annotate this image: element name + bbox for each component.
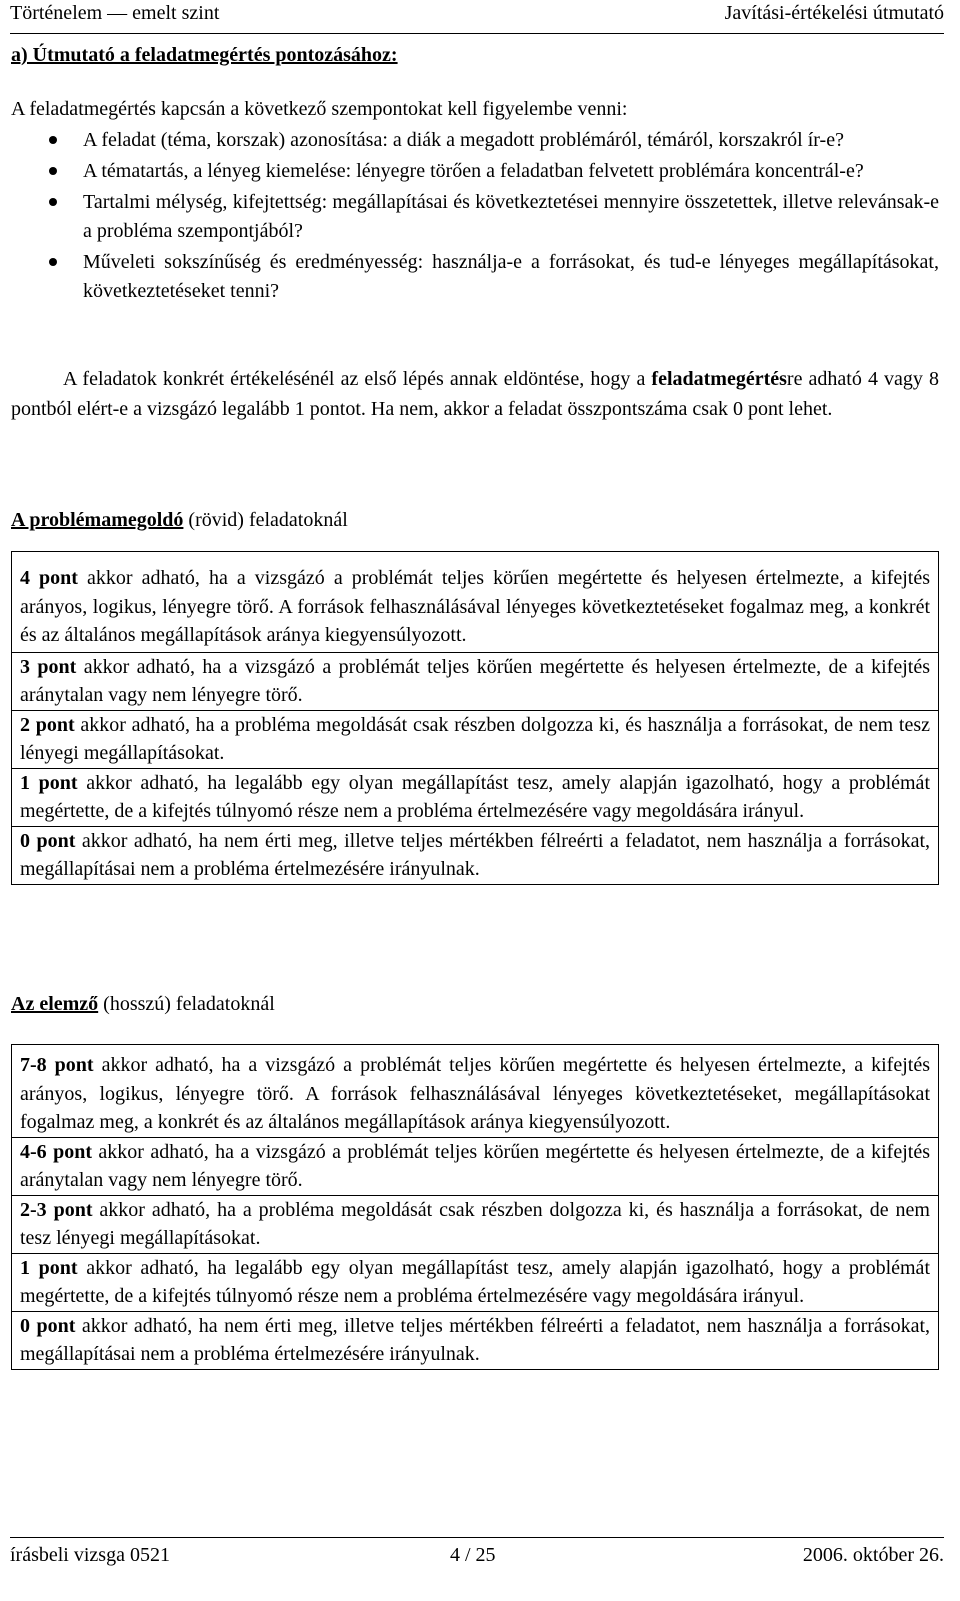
page-header (10, 0, 944, 34)
bullet-icon (49, 136, 57, 144)
criteria-item: A feladat (téma, korszak) azonosítása: a diák a megadott problémáról, témáról, korszakról ír-e? (11, 126, 939, 155)
short-tasks-heading: A problémamegoldó (rövid) feladatoknál (11, 509, 348, 531)
section-a-title: a) Útmutató a feladatmegértés pontozásához: (11, 44, 398, 66)
scoring-row: 7-8 pont akkor adható, ha a vizsgázó a problémát teljes körűen megértette és helyesen értelmezte, a kifejtés arányos, logikus, lényegre törő. A források felhasználásával lényeges következtetéseket, megállapításokat fogalmaz meg, a konkrét és az általános megállapítások aránya kiegyensúlyozott. (12, 1045, 938, 1138)
page-number: 4 / 25 (450, 1544, 496, 1566)
scoring-row: 2-3 pont akkor adható, ha a probléma megoldását csak részben dolgozza ki, és használja a forrásokat, de nem tesz lényegi megállapításokat. (12, 1196, 938, 1254)
bullet-icon (49, 167, 57, 175)
criteria-item: Műveleti sokszínűség és eredményesség: használja-e a forrásokat, és tud-e lényeges megállapításokat, következtetéseket tenni? (11, 248, 939, 306)
scoring-row: 4-6 pont akkor adható, ha a vizsgázó a problémát teljes körűen megértette és helyesen értelmezte, de a kifejtés aránytalan vagy nem lényegre törő. (12, 1138, 938, 1196)
criteria-list (11, 126, 939, 308)
intro-text: A feladatmegértés kapcsán a következő szempontokat kell figyelembe venni: (11, 98, 628, 120)
footer-exam-code: írásbeli vizsga 0521 (10, 1544, 170, 1566)
header-doc-type: Javítási-értékelési útmutató (724, 2, 944, 24)
bullet-icon (49, 198, 57, 206)
long-scoring-table (11, 1044, 939, 1370)
bold-term: feladatmegértés (651, 368, 787, 390)
footer-date: 2006. október 26. (802, 1544, 944, 1566)
bullet-icon (49, 258, 57, 266)
long-tasks-heading: Az elemző (hosszú) feladatoknál (11, 993, 275, 1015)
evaluation-paragraph: A feladatok konkrét értékelésénél az első lépés annak eldöntése, hogy a feladatmegértésre adható 4 vagy 8 pontból elért-e a vizsgázó legalább 1 pontot. Ha nem, akkor a feladat összpontszáma csak 0 pont lehet. (11, 368, 940, 420)
scoring-row: 1 pont akkor adható, ha legalább egy olyan megállapítást tesz, amely alapján igazolható, hogy a problémát megértette, de a kifejtés túlnyomó része nem a probléma értelmezésére vagy megoldására irányul. (12, 1254, 938, 1312)
criteria-item: Tartalmi mélység, kifejtettség: megállapításai és következtetései mennyire összetettek, illetve relevánsak-e a probléma szempontjából? (11, 188, 939, 246)
scoring-row: 1 pont akkor adható, ha legalább egy olyan megállapítást tesz, amely alapján igazolható, hogy a problémát megértette, de a kifejtés túlnyomó része nem a probléma értelmezésére vagy megoldására irányul. (12, 769, 938, 827)
header-subject: Történelem — emelt szint (10, 2, 220, 24)
scoring-row: 0 pont akkor adható, ha nem érti meg, illetve teljes mértékben félreérti a feladatot, nem használja a forrásokat, megállapításai nem a probléma értelmezésére irányulnak. (20, 829, 931, 880)
scoring-row: 3 pont akkor adható, ha a vizsgázó a problémát teljes körűen megértette és helyesen értelmezte, de a kifejtés aránytalan vagy nem lényegre törő. (12, 653, 938, 711)
short-scoring-table (11, 551, 939, 885)
scoring-row: 2 pont akkor adható, ha a probléma megoldását csak részben dolgozza ki, és használja a forrásokat, de nem tesz lényegi megállapításokat. (12, 711, 938, 769)
scoring-row: 4 pont akkor adható, ha a vizsgázó a problémát teljes körűen megértette és helyesen értelmezte, a kifejtés arányos, logikus, lényegre törő. A források felhasználásával lényeges következtetéseket fogalmaz meg, a konkrét és az általános megállapítások aránya kiegyensúlyozott. (12, 552, 938, 653)
page-footer (10, 1537, 944, 1578)
criteria-item: A tématartás, a lényeg kiemelése: lényegre törően a feladatban felvetett problémára koncentrál-e? (11, 157, 939, 186)
scoring-row: 0 pont akkor adható, ha nem érti meg, illetve teljes mértékben félreérti a feladatot, nem használja a forrásokat, megállapításai nem a probléma értelmezésére irányulnak. (20, 1314, 931, 1365)
